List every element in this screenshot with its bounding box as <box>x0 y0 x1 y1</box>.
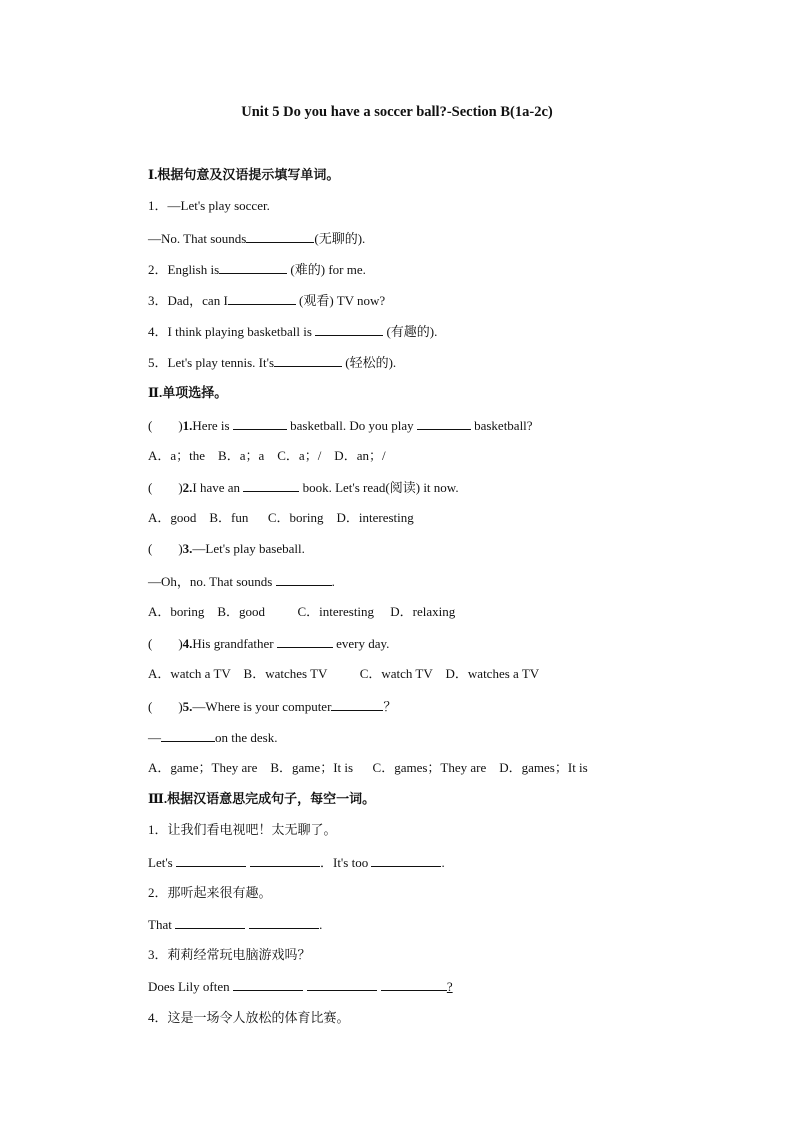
s1-q1b-hint: (无聊的). <box>314 231 366 246</box>
s2-q5-text: on the desk. <box>215 730 278 745</box>
s3-answer-2 <box>148 916 322 933</box>
s2-q4-text: every day. <box>332 636 390 651</box>
section-1-heading: Ⅰ.根据句意及汉语提示填写单词。 <box>148 167 340 182</box>
s2-q3-text: —Oh，no. That sounds <box>148 574 276 589</box>
answer-blank[interactable] <box>315 323 383 336</box>
answer-blank <box>161 729 215 742</box>
s2-question-3 <box>148 541 305 557</box>
section-2-heading: Ⅱ.单项选择。 <box>148 385 228 400</box>
answer-paren[interactable]: ( ) <box>148 636 183 651</box>
s2-question-3b <box>148 573 335 590</box>
s1-q4-text: 4．I think playing basketball is <box>148 324 316 339</box>
section-3-heading: Ⅲ.根据汉语意思完成句子，每空一词。 <box>148 791 376 806</box>
s3-a3-text: Does Lily often <box>148 979 233 994</box>
s3-question-1: 1．让我们看电视吧！太无聊了。 <box>148 822 337 837</box>
s3-a3-text: ? <box>446 979 453 994</box>
answer-blank[interactable] <box>233 978 303 991</box>
s2-question-2 <box>148 479 459 496</box>
answer-blank[interactable] <box>249 916 319 929</box>
s3-a1-text: ．It's too <box>319 855 372 870</box>
s3-question-2: 2．那听起来很有趣。 <box>148 885 272 900</box>
answer-paren[interactable]: ( ) <box>148 699 183 714</box>
s2-q4-number: 4. <box>182 636 193 651</box>
answer-blank <box>331 698 383 711</box>
answer-blank <box>417 417 471 430</box>
s2-q5-options: A．game；They are B．game；It is C．games；They are D．games；It is <box>148 760 588 775</box>
s1-q3-hint: (观看) TV now? <box>295 293 386 308</box>
s2-question-4 <box>148 635 389 652</box>
s2-q2-text: book. Let's read(阅读) it now. <box>299 480 459 495</box>
s2-q1-number: 1. <box>182 418 193 433</box>
s3-answer-3 <box>148 978 453 995</box>
answer-blank <box>233 417 287 430</box>
answer-blank[interactable] <box>175 916 245 929</box>
s3-a2-text: . <box>319 917 323 932</box>
s2-q2-number: 2. <box>182 480 193 495</box>
s1-question-1b <box>148 230 365 247</box>
answer-paren[interactable]: ( ) <box>148 541 183 556</box>
s2-q1-options: A．a；the B．a；a C．a；/ D．an；/ <box>148 448 386 463</box>
answer-blank[interactable] <box>381 978 447 991</box>
s2-q3-text: —Let's play baseball. <box>192 541 305 556</box>
s2-q1-text: Here is <box>192 418 233 433</box>
s1-question-5 <box>148 354 396 371</box>
answer-paren[interactable]: ( ) <box>148 480 183 495</box>
s2-question-1 <box>148 417 533 434</box>
answer-blank[interactable] <box>307 978 377 991</box>
s2-q1-text: basketball. Do you play <box>286 418 417 433</box>
s2-q5-number: 5. <box>182 699 193 714</box>
s1-q5-hint: (轻松的). <box>342 355 397 370</box>
s2-q3-number: 3. <box>182 541 193 556</box>
s1-q2-hint: (难的) for me. <box>287 262 366 277</box>
answer-blank[interactable] <box>371 854 441 867</box>
s3-question-4: 4．这是一场令人放松的体育比赛。 <box>148 1010 350 1025</box>
s2-q5-text: —Where is your computer <box>192 699 332 714</box>
s2-question-5b <box>148 729 277 746</box>
s3-question-3: 3．莉莉经常玩电脑游戏吗？ <box>148 947 311 962</box>
s2-question-5 <box>148 698 396 715</box>
s1-question-4 <box>148 323 437 340</box>
s2-q3-options: A．boring B．good C．interesting D．relaxing <box>148 604 456 619</box>
s1-q4-hint: (有趣的). <box>383 324 438 339</box>
s2-q2-options: A．good B．fun C．boring D．interesting <box>148 510 414 525</box>
answer-blank[interactable] <box>250 854 320 867</box>
s1-q3-text: 3．Dad，can I <box>148 293 228 308</box>
answer-blank <box>276 573 332 586</box>
s1-q1b-text: —No. That sounds <box>148 231 247 246</box>
s3-answer-1 <box>148 854 445 871</box>
s1-question-2 <box>148 261 366 278</box>
answer-blank[interactable] <box>246 230 314 243</box>
s3-a2-text: That <box>148 917 176 932</box>
s2-q4-options: A．watch a TV B．watches TV C．watch TV D．watches a TV <box>148 666 540 681</box>
s1-question-3 <box>148 292 385 309</box>
s2-q1-text: basketball? <box>470 418 533 433</box>
answer-blank[interactable] <box>176 854 246 867</box>
s2-q3-text: . <box>331 574 335 589</box>
s2-q5-text: — <box>148 730 161 745</box>
s3-a1-text: . <box>441 855 445 870</box>
s1-q2-text: 2．English is <box>148 262 220 277</box>
answer-blank[interactable] <box>274 354 342 367</box>
s1-q5-text: 5．Let's play tennis. It's <box>148 355 275 370</box>
answer-blank[interactable] <box>219 261 287 274</box>
answer-blank <box>277 635 333 648</box>
answer-paren[interactable]: ( ) <box>148 418 183 433</box>
answer-blank <box>243 479 299 492</box>
s2-q5-text: ？ <box>383 699 397 714</box>
s2-q2-text: I have an <box>192 480 244 495</box>
s1-question-1a: 1．—Let's play soccer. <box>148 198 270 213</box>
page-title: Unit 5 Do you have a soccer ball?-Section B(1a-2c) <box>241 104 553 120</box>
s3-a1-text: Let's <box>148 855 176 870</box>
answer-blank[interactable] <box>228 292 296 305</box>
s2-q4-text: His grandfather <box>192 636 277 651</box>
